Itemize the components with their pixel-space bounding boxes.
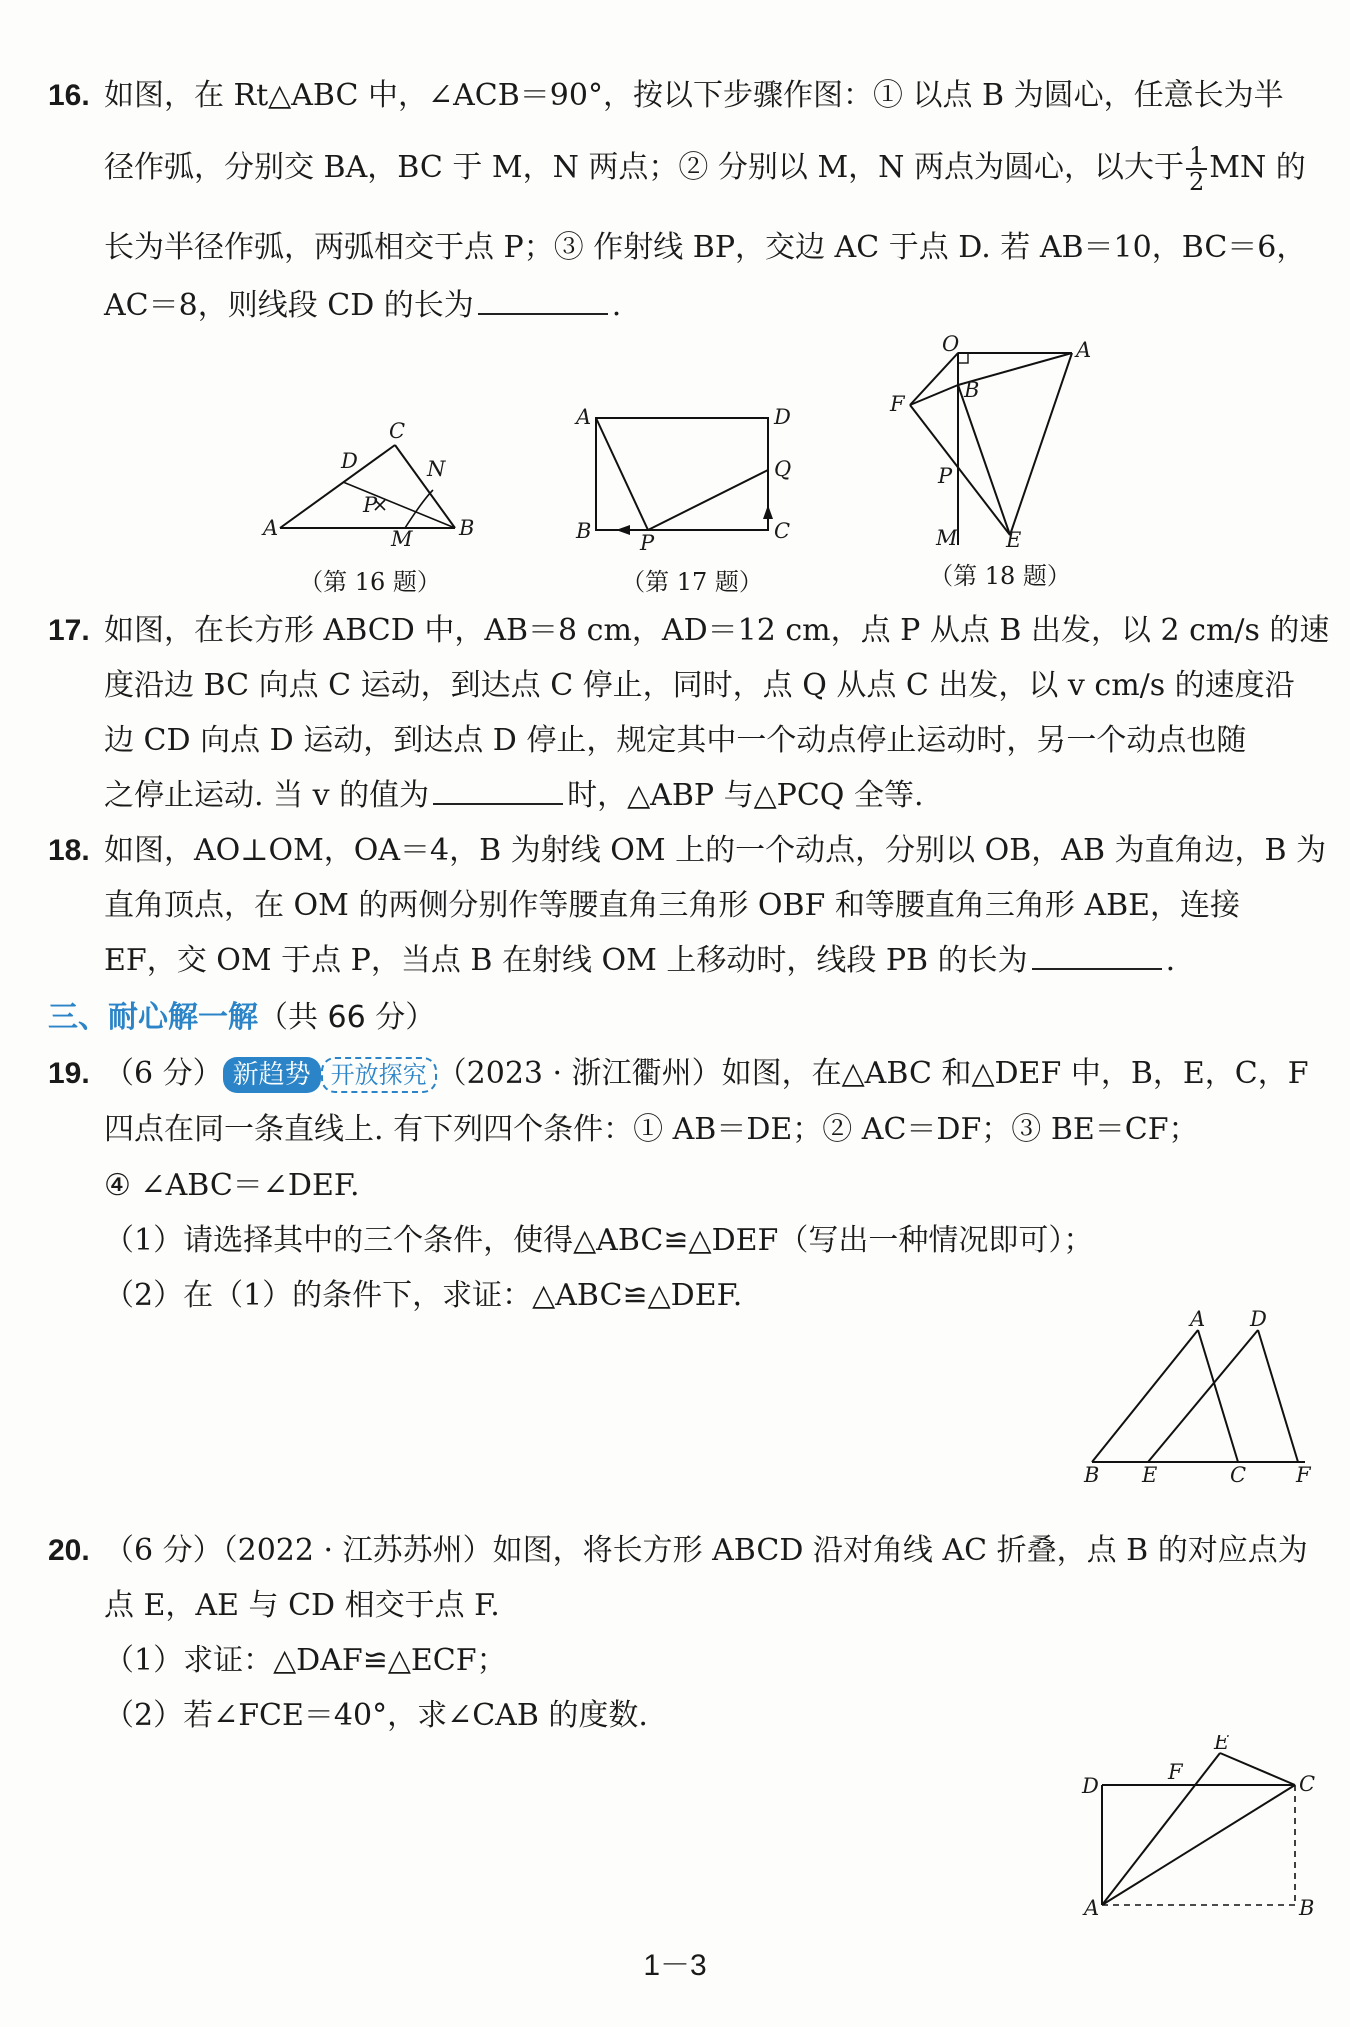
q19-part1-text: （1）请选择其中的三个条件，使得△ABC≌△DEF（写出一种情况即可）； <box>104 1223 1094 1258</box>
fig20-label-A: A <box>1084 1896 1100 1920</box>
q20-part1 <box>104 1635 507 1679</box>
q19-text-3: ④ ∠ABC＝∠DEF. <box>104 1168 360 1203</box>
q19-number: 19. <box>48 1057 90 1090</box>
q20-part2-text: （2）若∠FCE＝40°，求∠CAB 的度数. <box>104 1698 648 1733</box>
q19-line2 <box>104 1104 1199 1148</box>
q17-line4 <box>104 770 923 814</box>
q18-text-2: 直角顶点，在 OM 的两侧分别作等腰直角三角形 OBF 和等腰直角三角形 ABE，连接 <box>104 888 1241 923</box>
fig18-caption: （第 18 题） <box>929 562 1071 590</box>
fig16-label-A: A <box>263 516 279 540</box>
fig17-label-A: A <box>576 405 592 429</box>
fig16-label-M: M <box>391 527 413 550</box>
q16-line2 <box>104 142 1306 194</box>
q17-line1 <box>48 605 1329 649</box>
fig16-caption: （第 16 题） <box>299 568 441 596</box>
fig17-label-B: B <box>576 519 592 543</box>
figure-20 <box>1080 1735 1330 1920</box>
q20-text-1: （6 分）（2022 · 江苏苏州）如图，将长方形 ABCD 沿对角线 AC 折叠，点 B 的对应点为 <box>104 1533 1308 1568</box>
figure-16 <box>255 420 495 550</box>
q17-line2 <box>104 660 1295 704</box>
q16-text-1: 如图，在 Rt△ABC 中，∠ACB＝90°，按以下步骤作图：① 以点 B 为圆心，任意长为半 <box>104 78 1284 113</box>
fig20-label-B: B <box>1299 1896 1315 1920</box>
q18-text-3: EF，交 OM 于点 P，当点 B 在射线 OM 上移动时，线段 PB 的长为 <box>104 943 1028 978</box>
q16-line4 <box>104 280 621 324</box>
q18-number: 18. <box>48 834 90 867</box>
q18-line3 <box>104 935 1175 979</box>
q20-number: 20. <box>48 1534 90 1567</box>
fig17-label-Q: Q <box>774 457 792 481</box>
fraction-denominator: 2 <box>1188 168 1205 196</box>
q17-text-2: 度沿边 BC 向点 C 运动，到达点 C 停止，同时，点 Q 从点 C 出发，以 v cm/s 的速度沿 <box>104 668 1295 703</box>
new-trend-badge: 新趋势 <box>223 1057 321 1093</box>
fig16-label-D: D <box>341 449 358 473</box>
fig18-label-E: E <box>1006 528 1022 550</box>
fig16-label-N: N <box>427 457 446 481</box>
q19-score: （6 分） <box>104 1056 223 1091</box>
fig20-label-C: C <box>1299 1772 1316 1796</box>
q16-end: . <box>611 288 622 323</box>
q17-text-4b: 时，△ABP 与△PCQ 全等. <box>567 778 924 813</box>
fig19-label-B: B <box>1084 1463 1100 1485</box>
q20-part1-text: （1）求证：△DAF≌△ECF； <box>104 1643 507 1678</box>
fig18-label-O: O <box>942 335 960 356</box>
q17-text-3: 边 CD 向点 D 运动，到达点 D 停止，规定其中一个动点停止运动时，另一个动点也随 <box>104 723 1247 758</box>
q16-line3 <box>104 222 1306 266</box>
figure-18 <box>880 335 1100 550</box>
fig16-label-B: B <box>459 516 475 540</box>
q19-text-1: 如图，在△ABC 和△DEF 中，B，E，C，F <box>721 1056 1309 1091</box>
fig17-label-D: D <box>774 405 791 429</box>
q18-answer-blank[interactable] <box>1032 942 1162 970</box>
q19-line3 <box>104 1160 360 1204</box>
fig18-label-F: F <box>890 392 905 416</box>
q16-text-3: 长为半径作弧，两弧相交于点 P；③ 作射线 BP，交边 AC 于点 D. 若 AB＝10，BC＝6， <box>104 230 1307 265</box>
fig19-label-E: E <box>1142 1463 1158 1485</box>
q19-part1 <box>104 1215 1093 1259</box>
fig18-label-A: A <box>1076 338 1092 362</box>
q17-text-1: 如图，在长方形 ABCD 中，AB＝8 cm，AD＝12 cm，点 P 从点 B 出发，以 2 cm/s 的速 <box>104 613 1330 648</box>
fig19-label-F: F <box>1296 1463 1311 1485</box>
q18-end: . <box>1165 943 1176 978</box>
q19-part2-text: （2）在（1）的条件下，求证：△ABC≌△DEF. <box>104 1278 743 1313</box>
open-exploration-badge: 开放探究 <box>321 1057 437 1093</box>
section-3-heading <box>48 992 435 1036</box>
q16-answer-blank[interactable] <box>478 287 608 315</box>
q17-answer-blank[interactable] <box>433 777 563 805</box>
q20-line1 <box>48 1525 1308 1569</box>
figure-17 <box>568 400 798 555</box>
q20-text-2: 点 E，AE 与 CD 相交于点 F. <box>104 1588 500 1623</box>
fig19-label-C: C <box>1230 1463 1247 1485</box>
q19-part2 <box>104 1270 742 1314</box>
figure-19 <box>1080 1310 1320 1485</box>
q18-text-1: 如图，AO⊥OM，OA＝4，B 为射线 OM 上的一个动点，分别以 OB，AB 为直角边，B 为 <box>104 833 1327 868</box>
q16-text-2: 径作弧，分别交 BA，BC 于 M，N 两点；② 分别以 M，N 两点为圆心，以大于 <box>104 150 1184 185</box>
q16-number: 16. <box>48 79 90 112</box>
q16-text-4: AC＝8，则线段 CD 的长为 <box>104 288 474 323</box>
q17-line3 <box>104 715 1246 759</box>
fig18-label-M: M <box>936 526 958 550</box>
fraction-one-half <box>1186 144 1207 194</box>
fig16-label-C: C <box>389 420 406 443</box>
fig18-label-P: P <box>938 464 953 488</box>
section-3-title: 三、耐心解一解 <box>48 1000 258 1035</box>
q17-number: 17. <box>48 614 90 647</box>
fig17-label-C: C <box>774 519 791 543</box>
page-number: 1－3 <box>643 1949 707 1982</box>
section-3-points: （共 66 分） <box>258 1000 436 1035</box>
fig19-label-D: D <box>1250 1310 1267 1331</box>
fig17-caption: （第 17 题） <box>621 568 763 596</box>
fig20-label-F: F <box>1168 1760 1183 1784</box>
q17-text-4a: 之停止运动. 当 v 的值为 <box>104 778 430 813</box>
fig17-label-P: P <box>640 531 655 555</box>
fig16-label-P: P <box>363 493 378 517</box>
q18-line1 <box>48 825 1326 869</box>
fig20-label-D: D <box>1082 1774 1099 1798</box>
fraction-numerator: 1 <box>1186 144 1207 170</box>
q18-line2 <box>104 880 1240 924</box>
fig20-label-E: E <box>1214 1735 1230 1754</box>
q20-line2 <box>104 1580 500 1624</box>
fig18-label-B: B <box>964 378 980 402</box>
q19-text-2: 四点在同一条直线上. 有下列四个条件：① AB＝DE；② AC＝DF；③ BE＝CF； <box>104 1112 1199 1147</box>
q20-part2 <box>104 1690 648 1734</box>
q19-line1 <box>48 1048 1309 1093</box>
q16-line1 <box>48 70 1284 114</box>
q19-source: （2023 · 浙江衢州） <box>436 1056 722 1091</box>
fig19-label-A: A <box>1190 1310 1206 1331</box>
q16-text-2b: MN 的 <box>1209 150 1306 185</box>
